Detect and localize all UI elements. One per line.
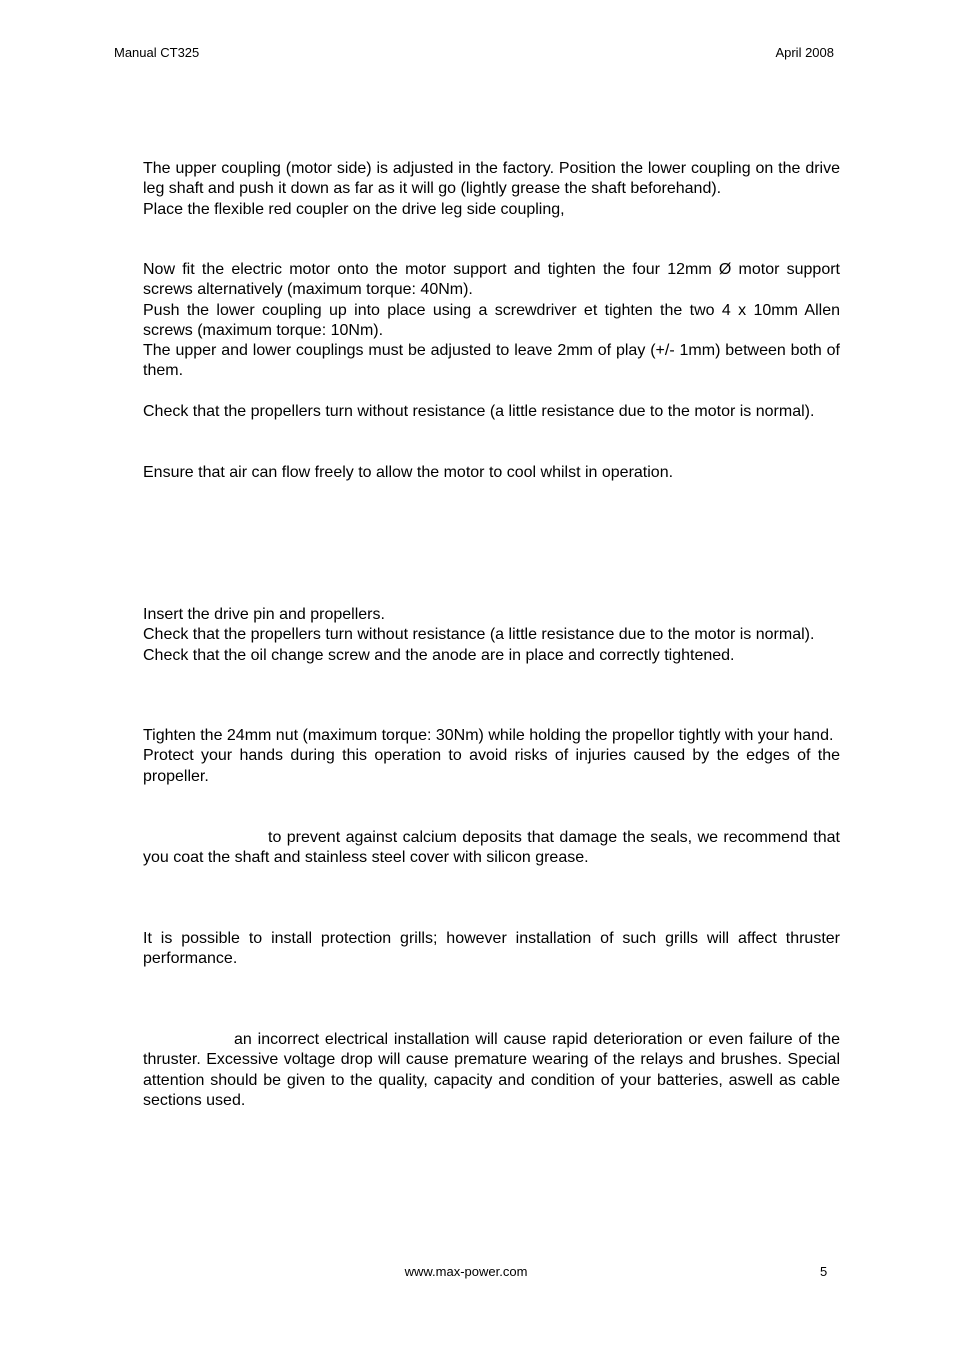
electrical-warning-section [143, 1030, 840, 1111]
protection-grills-section [143, 929, 840, 970]
paragraph: Check that the oil change screw and the anode are in place and correctly tightened. [143, 646, 735, 664]
page-number: 5 [820, 1264, 828, 1279]
motor-fitting-section [143, 260, 840, 382]
propeller-install-section [143, 605, 840, 666]
coupling-section [143, 159, 840, 220]
paragraph: Place the flexible red coupler on the drive leg side coupling, [143, 200, 565, 218]
footer-website: www.max-power.com [404, 1264, 528, 1279]
paragraph: It is possible to install protection grills; however installation of such grills will affect thruster performance. [143, 930, 840, 968]
paragraph: to prevent against calcium deposits that damage the seals, we recommend that you coat the shaft and stainless steel cover with silicon grease. [143, 829, 840, 867]
header-date: April 2008 [775, 45, 834, 60]
paragraph: The upper and lower couplings must be adjusted to leave 2mm of play (+/- 1mm) between both of them. [143, 342, 840, 380]
calcium-note-section [143, 828, 840, 869]
paragraph: Push the lower coupling up into place using a screwdriver et tighten the two 4 x 10mm Allen screws (maximum torque: 10Nm). [143, 301, 840, 339]
paragraph: Tighten the 24mm nut (maximum torque: 30Nm) while holding the propellor tightly with your hand. [143, 727, 834, 744]
paragraph: Check that the propellers turn without resistance (a little resistance due to the motor is normal). [143, 403, 815, 420]
paragraph: an incorrect electrical installation will cause rapid deterioration or even failure of the thruster. Excessive voltage drop will cause premature wearing of the relays and brushes. Special attention should be given to the quality, capacity and condition of your batteries, aswell as cable sections used. [143, 1031, 840, 1109]
nut-tightening-section [143, 726, 840, 787]
paragraph: Protect your hands during this operation to avoid risks of injuries caused by the edges of the propeller. [143, 747, 840, 785]
paragraph: Ensure that air can flow freely to allow the motor to cool whilst in operation. [143, 464, 674, 481]
paragraph: Insert the drive pin and propellers. [143, 606, 385, 623]
propeller-check-section [143, 402, 840, 422]
paragraph: The upper coupling (motor side) is adjusted in the factory. Position the lower coupling on the drive leg shaft and push it down as far as it will go (lightly grease the shaft beforehand). [143, 160, 840, 198]
paragraph: Now fit the electric motor onto the motor support and tighten the four 12mm Ø motor support screws alternatively (maximum torque: 40Nm). [143, 261, 840, 299]
paragraph: Check that the propellers turn without resistance (a little resistance due to the motor is normal). [143, 626, 815, 644]
airflow-section [143, 463, 840, 483]
header-manual-title: Manual CT325 [114, 45, 200, 60]
